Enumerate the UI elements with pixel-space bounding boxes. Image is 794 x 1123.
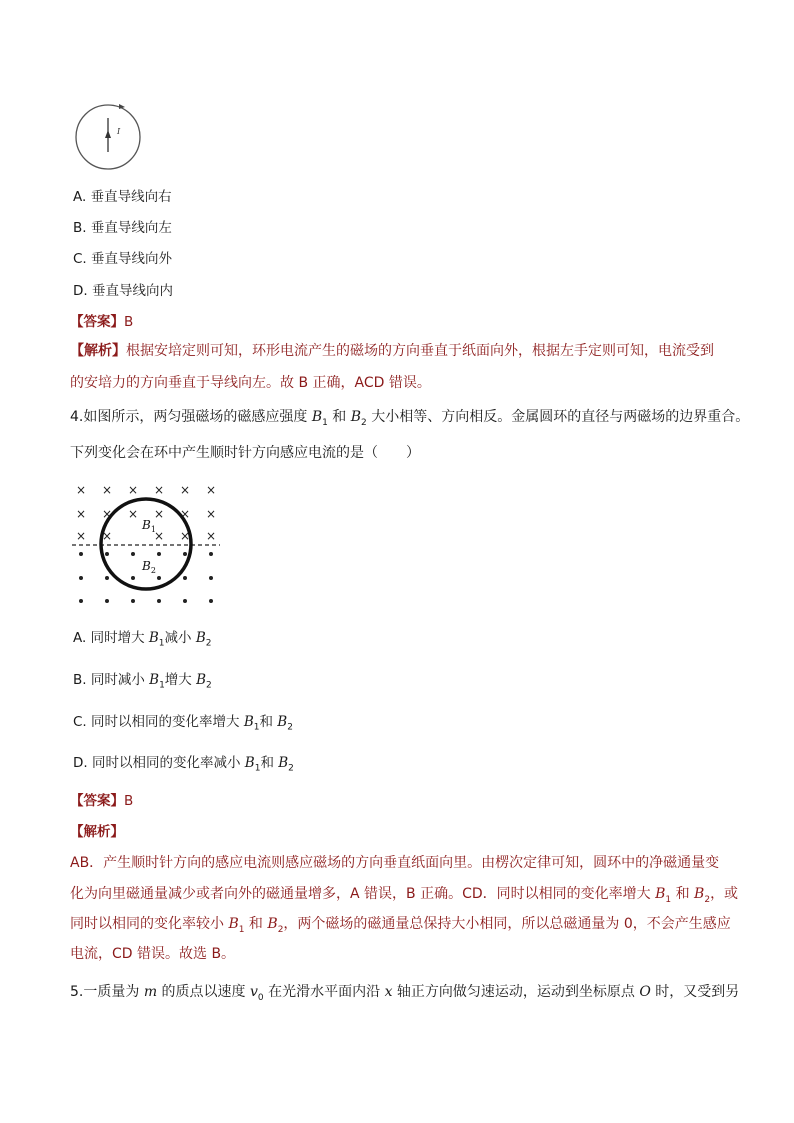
answer-value: B [124, 793, 134, 809]
q4-analysis-tag: 【解析】 [70, 824, 124, 840]
svg-text:×: × [76, 483, 87, 497]
q4-answer [70, 789, 133, 809]
q3-analysis-line1: 【解析】根据安培定则可知，环形电流产生的磁场的方向垂直于纸面向外，根据左手定则可知，电流受到 [70, 343, 714, 359]
q4-analysis-line3: 同时以相同的变化率较小 $B_1$ 和 $B_2$，两个磁场的磁通量总保持大小相同，所以总磁通量为 0，不会产生感应 [70, 916, 731, 935]
svg-text:×: × [180, 529, 191, 543]
svg-text:×: × [154, 507, 165, 521]
current-label: I [117, 127, 121, 136]
svg-text:×: × [206, 507, 217, 521]
q4-option-b: B. 同时减小 $B_1$增大 $B_2$ [73, 672, 212, 691]
q4-analysis-line4: 电流，CD 错误。故选 B。 [70, 946, 236, 962]
q5-stem-line1: 5.一质量为 m 的质点以速度 $v_0$ 在光滑水平面内沿 x 轴正方向做匀速运动，运动到坐标原点 O 时，又受到另 [70, 984, 740, 1003]
svg-text:×: × [102, 507, 113, 521]
svg-text:×: × [180, 483, 191, 497]
svg-text:×: × [102, 483, 113, 497]
x-marks [76, 483, 216, 543]
q3-analysis-line2: 的安培力的方向垂直于导线向左。故 B 正确，ACD 错误。 [70, 375, 431, 391]
svg-text:×: × [206, 529, 217, 543]
analysis-tag: 【解析】 [70, 343, 126, 359]
svg-text:×: × [180, 507, 191, 521]
q3-option-c: C. 垂直导线向外 [73, 251, 173, 267]
magnetic-field-figure [70, 478, 230, 613]
q3-option-a: A. 垂直导线向右 [73, 189, 172, 205]
svg-text:×: × [128, 483, 139, 497]
svg-text:×: × [76, 529, 87, 543]
wire-arrow [105, 130, 111, 138]
q3-option-b: B. 垂直导线向左 [73, 220, 172, 236]
svg-text:×: × [76, 507, 87, 521]
svg-text:×: × [206, 483, 217, 497]
q4-option-d: D. 同时以相同的变化率减小 $B_1$和 $B_2$ [73, 755, 294, 774]
q3-answer [70, 310, 133, 330]
q4-option-c: C. 同时以相同的变化率增大 $B_1$和 $B_2$ [73, 714, 293, 733]
q3-option-d: D. 垂直导线向内 [73, 283, 173, 299]
svg-text:×: × [154, 483, 165, 497]
q4-stem-line1: 4.如图所示，两匀强磁场的磁感应强度 $B_1$ 和 $B_2$ 大小相等、方向相反。金属圆环的直径与两磁场的边界重合。 [70, 409, 750, 428]
q4-stem-line2: 下列变化会在环中产生顺时针方向感应电流的是（ ） [70, 445, 420, 461]
answer-tag: 【答案】 [70, 793, 124, 809]
answer-tag: 【答案】 [70, 314, 124, 330]
q4-option-a: A. 同时增大 $B_1$减小 $B_2$ [73, 630, 212, 649]
svg-text:×: × [128, 507, 139, 521]
svg-text:×: × [154, 529, 165, 543]
label-b2: $B_2$ [142, 559, 156, 575]
q4-analysis-line2: 化为向里磁通量减少或者向外的磁通量增多，A 错误，B 正确。CD．同时以相同的变化率增大 $B_1$ 和 $B_2$，或 [70, 886, 739, 905]
answer-value: B [124, 314, 134, 330]
metal-ring [101, 499, 191, 589]
q4-analysis-line1: AB．产生顺时针方向的感应电流则感应磁场的方向垂直纸面向里。由楞次定律可知，圆环中的净磁通量变 [70, 855, 720, 871]
svg-text:×: × [102, 529, 113, 543]
label-b1: $B_1$ [142, 518, 156, 534]
ring-current-figure [70, 100, 150, 175]
